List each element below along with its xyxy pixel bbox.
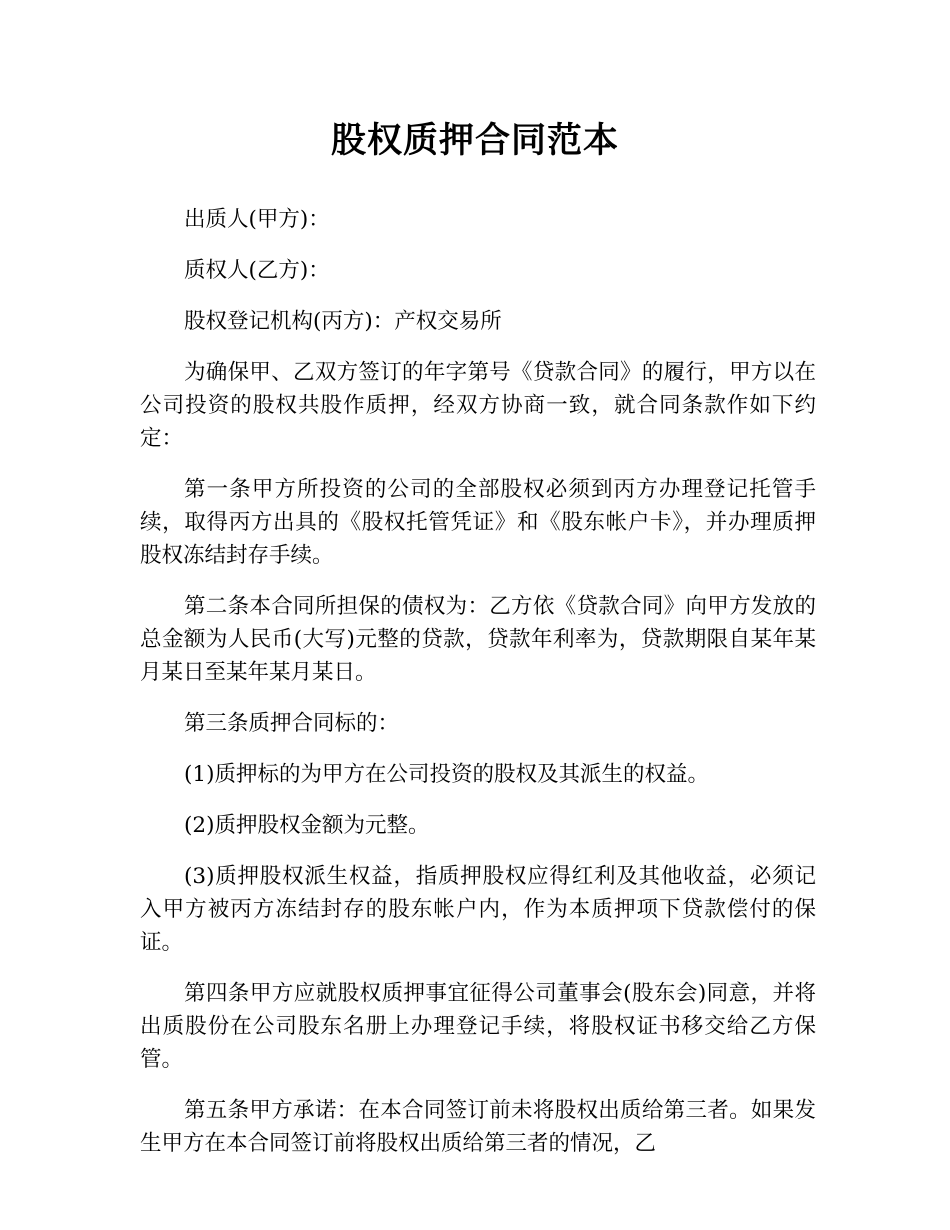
document-title: 股权质押合同范本 — [330, 121, 619, 161]
preamble-paragraph: 为确保甲、乙双方签订的年字第号《贷款合同》的履行，甲方以在公司投资的股权共股作质押，经双方协商一致，就合同条款作如下约定： — [140, 360, 816, 451]
article-1-paragraph: 第一条甲方所投资的公司的全部股权必须到丙方办理登记托管手续，取得丙方出具的《股权托管凭证》和《股东帐户卡》，并办理质押股权冻结封存手续。 — [140, 477, 816, 568]
party-pledgor: 出质人(甲方)： — [184, 207, 330, 232]
article-2-paragraph: 第二条本合同所担保的债权为：乙方依《贷款合同》向甲方发放的总金额为人民币(大写)元整的贷款，贷款年利率为，贷款期限自某年某月某日至某年某月某日。 — [140, 594, 816, 685]
article-3-heading: 第三条质押合同标的： — [184, 711, 400, 736]
document-body — [140, 203, 816, 1178]
article-4-paragraph: 第四条甲方应就股权质押事宜征得公司董事会(股东会)同意，并将出质股份在公司股东名册上办理登记手续，将股权证书移交给乙方保管。 — [140, 981, 816, 1072]
article-3-item-1: (1)质押标的为甲方在公司投资的股权及其派生的权益。 — [184, 762, 709, 787]
article-3-item-3: (3)质押股权派生权益，指质押股权应得红利及其他收益，必须记入甲方被丙方冻结封存的股东帐户内，作为本质押项下贷款偿付的保证。 — [140, 864, 816, 955]
party-registry: 股权登记机构(丙方)：产权交易所 — [184, 309, 502, 334]
article-3-item-2: (2)质押股权金额为元整。 — [184, 813, 430, 838]
article-5-paragraph: 第五条甲方承诺：在本合同签订前未将股权出质给第三者。如果发生甲方在本合同签订前将股权出质给第三者的情况，乙 — [140, 1098, 816, 1156]
party-pledgee: 质权人(乙方)： — [184, 258, 330, 283]
